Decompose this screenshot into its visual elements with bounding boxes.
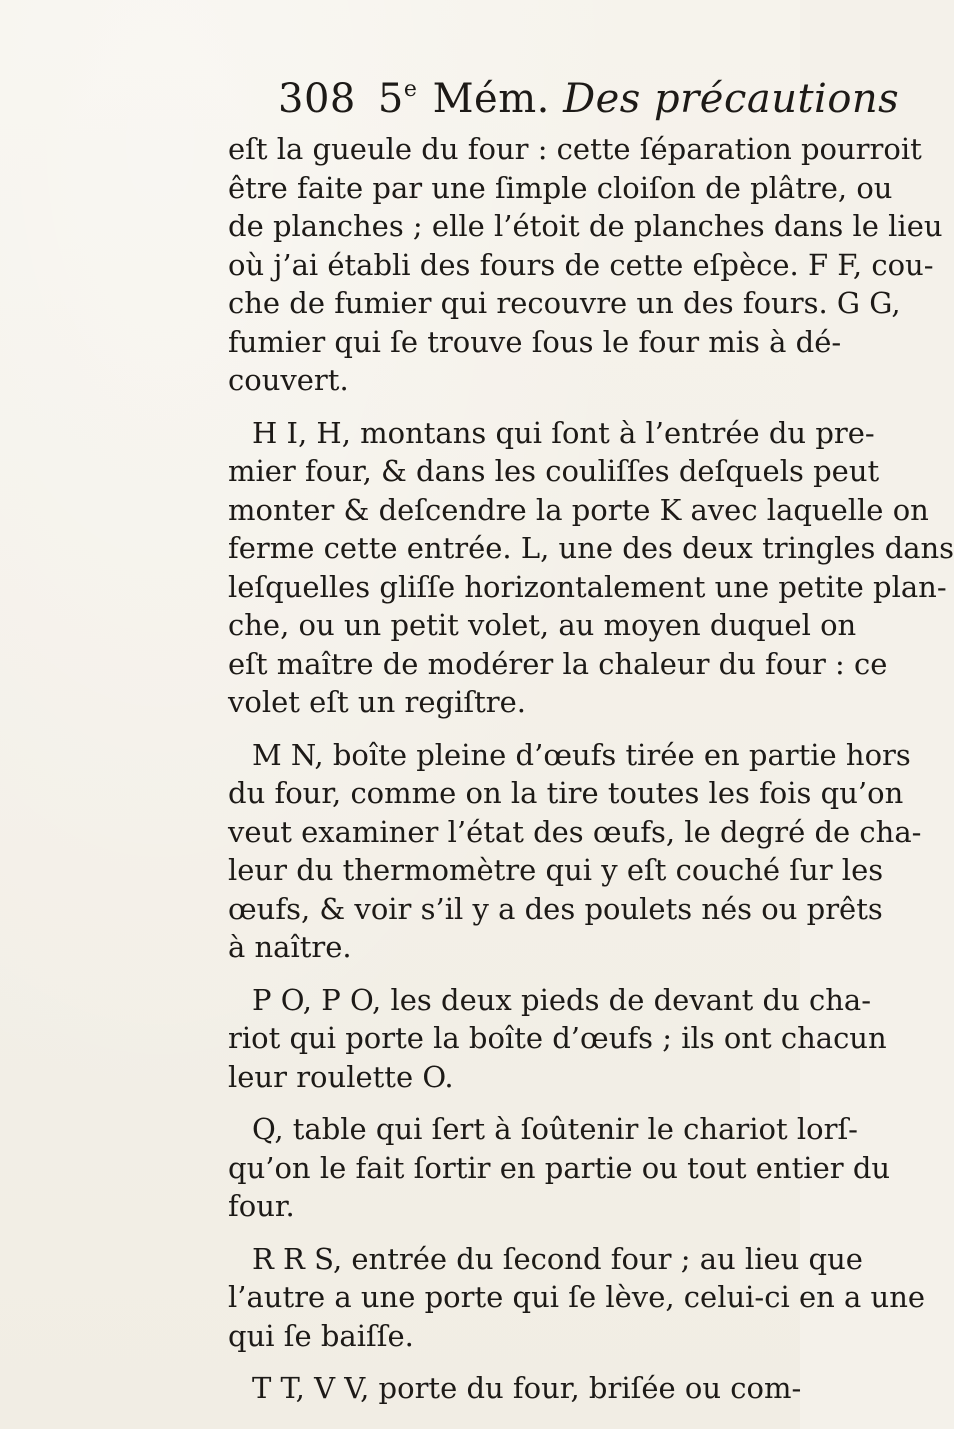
body-text <box>228 130 954 1422</box>
text-line: veut examiner l’état des œufs, le degré de cha- <box>228 814 922 849</box>
text-line: Q, table qui ſert à ſoûtenir le chariot lorſ- <box>252 1112 858 1146</box>
memoir-label: Mém. <box>432 76 550 122</box>
text-line: che de fumier qui recouvre un des fours. G G, <box>228 286 901 320</box>
text-line: qui ſe baiſſe. <box>228 1318 414 1353</box>
text-line: couvert. <box>228 363 349 397</box>
text-line: che, ou un petit volet, au moyen duquel on <box>228 608 857 642</box>
memoir-superscript: e <box>403 77 418 102</box>
paragraph <box>228 981 887 1097</box>
text-line: leur du thermomètre qui y eſt couché ſur les <box>228 853 884 887</box>
text-line: M N, boîte pleine d’œufs tirée en partie hors <box>252 737 911 772</box>
text-line: où j’ai établi des fours de cette eſpèce. F F, cou- <box>228 247 934 282</box>
running-head <box>278 66 899 123</box>
text-line: R R S, entrée du ſecond four ; au lieu que <box>252 1241 863 1276</box>
paragraph <box>228 1369 802 1408</box>
text-line: de planches ; elle l’étoit de planches dans le lieu <box>228 209 943 243</box>
text-line: four. <box>228 1189 295 1223</box>
paragraph <box>228 736 922 967</box>
paragraph <box>228 1110 891 1226</box>
text-line: H I, H, montans qui ſont à l’entrée du pre- <box>252 415 875 450</box>
text-line: l’autre a une porte qui ſe lève, celui-ci en a une <box>228 1280 926 1314</box>
text-line: fumier qui ſe trouve ſous le four mis à dé- <box>228 324 842 359</box>
text-line: eſt la gueule du four : cette ſéparation pourroit <box>228 132 922 166</box>
text-line: ferme cette entrée. L, une des deux tringles dans <box>228 531 954 565</box>
text-line: riot qui porte la boîte d’œufs ; ils ont chacun <box>228 1021 887 1055</box>
text-line: leſquelles gliſſe horizontalement une petite plan- <box>228 569 947 604</box>
text-line: du four, comme on la tire toutes les fois qu’on <box>228 776 904 810</box>
paragraph <box>228 414 954 722</box>
text-line: leur roulette O. <box>228 1059 454 1094</box>
text-line: P O, P O, les deux pieds de devant du cha- <box>252 982 872 1017</box>
text-line: volet eſt un regiſtre. <box>228 685 526 719</box>
paragraph <box>228 130 943 400</box>
memoir-number: 5 <box>377 76 404 122</box>
page-number: 308 <box>278 76 356 122</box>
text-line: être faite par une ſimple cloiſon de plâtre, ou <box>228 170 893 205</box>
text-line: œufs, & voir s’il y a des poulets nés ou prêts <box>228 891 883 926</box>
text-line: qu’on le fait ſortir en partie ou tout entier du <box>228 1150 891 1185</box>
text-line: à naître. <box>228 930 352 964</box>
text-line: monter & deſcendre la porte K avec laquelle on <box>228 492 929 527</box>
paragraph <box>228 1240 926 1356</box>
text-line: mier four, & dans les couliſſes deſquels peut <box>228 454 880 488</box>
running-title: Des précautions <box>563 76 900 122</box>
text-line: eſt maître de modérer la chaleur du four : ce <box>228 646 888 681</box>
text-line: T T, V V, porte du four, briſée ou com- <box>252 1371 802 1405</box>
